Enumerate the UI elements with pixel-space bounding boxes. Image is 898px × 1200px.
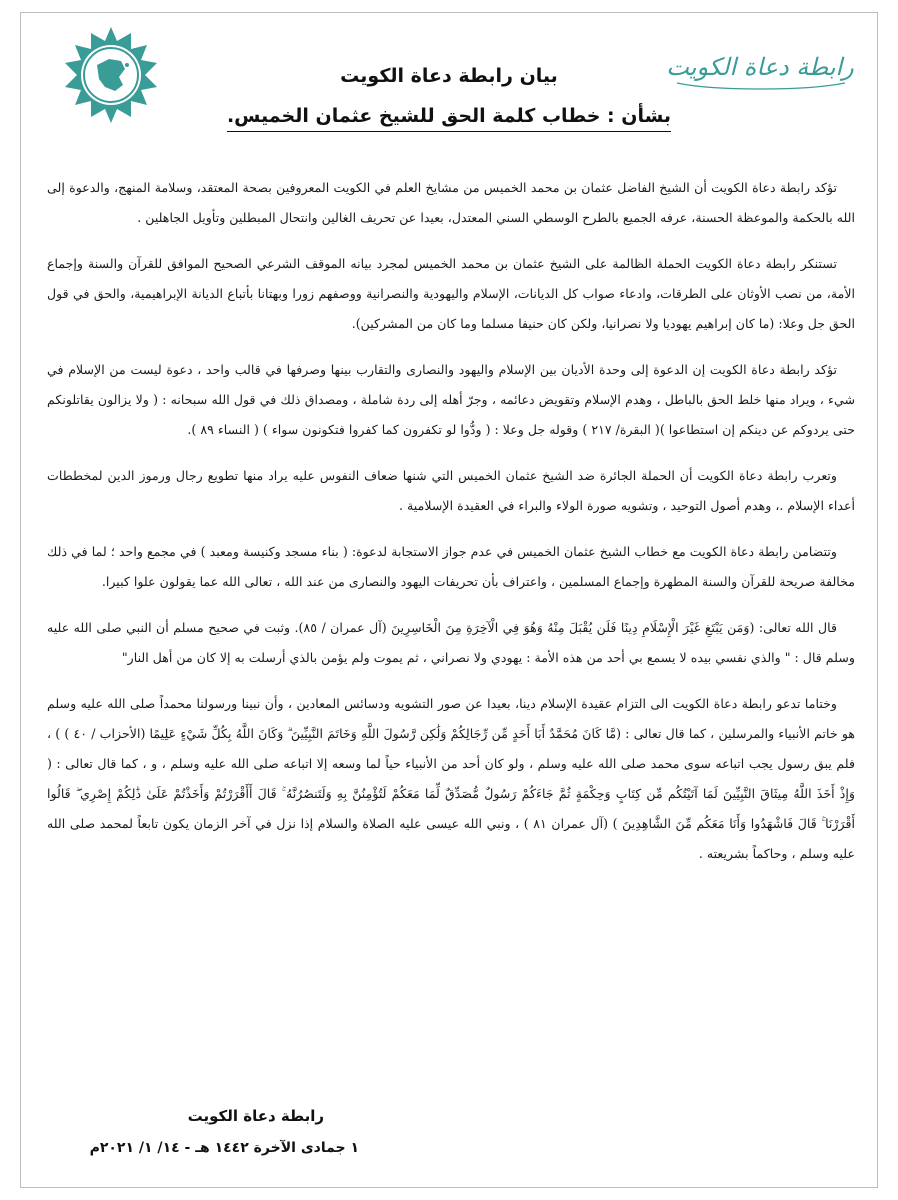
statement-body [47, 173, 855, 885]
paragraph-solidarity: وتتضامن رابطة دعاة الكويت مع خطاب الشيخ عثمان الخميس في عدم جواز الاستجابة لدعوة: ( بناء مسجد وكنيسة ومعبد ) في مجمع واحد ؛ لما في ذلك مخالفة صريحة للقرآن والسنة المطهرة وإجماع المسلمين ، واعتراف بأن تحريفات اليهود والنصارى من عند الله ، تعالى الله عما يقولون علوا كبيرا. [47, 544, 855, 589]
paragraph-campaign-aims: وتعرب رابطة دعاة الكويت أن الحملة الجائرة ضد الشيخ عثمان الخميس التي شنها ضعاف النفوس عليه يراد منها تطويع رجال ورموز الدين لمخططات أعداء الإسلام .، وهدم أصول التوحيد ، وتشويه صورة الولاء والبراء في العقيدة الإسلامية . [47, 468, 855, 513]
document-title: بيان رابطة دعاة الكويت [340, 65, 558, 87]
brand-logo-text: رابطة دعاة الكويت [666, 53, 854, 81]
document-subject: بشأن : خطاب كلمة الحق للشيخ عثمان الخميس. [227, 103, 671, 132]
kuwait-map-emblem-icon [61, 25, 161, 125]
document-heading [181, 63, 717, 132]
document-page [20, 12, 878, 1188]
paragraph-condemn-campaign: تستنكر رابطة دعاة الكويت الحملة الظالمة على الشيخ عثمان بن محمد الخميس لمجرد بيانه الموقف الشرعي الصحيح الموافق للقرآن والسنة وإجماع الأمة، من نصب الأوثان على الطرقات، وادعاء صواب كل الديانات، الإسلام واليهودية والنصرانية ووصفهم زورا وبهتانا بأتباع الديانة الإبراهيمية، والحق في قول الحق جل وعلا: (ما كان إبراهيم يهوديا ولا نصرانيا، ولكن كان حنيفا مسلما وما كان من المشركين). [47, 256, 855, 331]
paragraph-quran-hadith: قال الله تعالى: (وَمَن يَبْتَغِ غَيْرَ الْإِسْلَامِ دِينًا فَلَن يُقْبَلَ مِنْهُ وَهُوَ فِي الْآخِرَةِ مِنَ الْخَاسِرِينَ (آل عمران / ٨٥). وثبت في صحيح مسلم أن النبي صلى الله عليه وسلم قال : " والذي نفسي بيده لا يسمع بي أحد من هذه الأمة : يهودي ولا نصراني ، ثم يموت ولم يؤمن بالذي أرسلت به إلا كان من أهل النار" [47, 620, 855, 665]
paragraph-conclusion: وختاما تدعو رابطة دعاة الكويت الى التزام عقيدة الإسلام دينا، بعيدا عن صور التشويه ودسائس المعادين ، وأن نبينا ورسولنا محمداً صلى الله عليه وسلم هو خاتم الأنبياء والمرسلين ، كما قال تعالى : (مَّا كَانَ مُحَمَّدٌ أَبَا أَحَدٍ مِّن رِّجَالِكُمْ وَلَٰكِن رَّسُولَ اللَّهِ وَخَاتَمَ النَّبِيِّينَ ۗ وَكَانَ اللَّهُ بِكُلِّ شَيْءٍ عَلِيمًا (الأحزاب / ٤٠ ) ) ، فلم يبق رسول يجب اتباعه سوى محمد صلى الله عليه وسلم ، ولو كان أحد من الأنبياء حياً لما وسعه إلا اتباعه صلى الله عليه وسلم ، و ، كما قال تعالى : ( وَإِذْ أَخَذَ اللَّهُ مِيثَاقَ النَّبِيِّينَ لَمَا آتَيْتُكُم مِّن كِتَابٍ وَحِكْمَةٍ ثُمَّ جَاءَكُمْ رَسُولٌ مُّصَدِّقٌ لِّمَا مَعَكُمْ لَتُؤْمِنُنَّ بِهِ وَلَتَنصُرُنَّهُ ۚ قَالَ أَأَقْرَرْتُمْ وَأَخَذْتُمْ عَلَىٰ ذَٰلِكُمْ إِصْرِي ۖ قَالُوا أَقْرَرْنَا ۚ قَالَ فَاشْهَدُوا وَأَنَا مَعَكُم مِّنَ الشَّاهِدِينَ ) (آل عمران ٨١ ) ، ونبي الله عيسى عليه الصلاة والسلام إذا نزل في آخر الزمان يكون تابعاً لمحمد صلى الله عليه وسلم ، وحاكماً بشريعته . [47, 696, 855, 861]
paragraph-scholar-endorsement: تؤكد رابطة دعاة الكويت أن الشيخ الفاضل عثمان بن محمد الخميس من مشايخ العلم في الكويت المعروفين بصحة المعتقد، وسلامة المنهج، والدعوة إلى الله بالحكمة والموعظة الحسنة، عرفه الجميع بالطرح الوسطي السني المعتدل، بعيدا عن تحريف الغالين وانتحال المبطلين وتأويل الجاهلين . [47, 180, 855, 225]
paragraph-unity-of-religions: تؤكد رابطة دعاة الكويت إن الدعوة إلى وحدة الأديان بين الإسلام واليهود والنصارى والتقارب بينها وصرفها في قالب واحد ، دعوة ليست من الإسلام في شيء ، ويراد منها خلط الحق بالباطل ، وهدم الإسلام وتقويض دعائمه ، وجرّ أهله إلى ردة شاملة ، ومصداق ذلك في قول الله سبحانه : ( ولا يزالون يقاتلونكم حتى يردوكم عن دينكم إن استطاعوا )( البقرة/ ٢١٧ ) وقوله جل وعلا : ( ودُّوا لو تكفرون كما كفروا فتكونون سواء ) ( النساء ٨٩ ). [47, 362, 855, 437]
signature-date: ١ جمادى الآخرة ١٤٤٢ هـ - ١٤/ ١/ ٢٠٢١م [89, 1140, 359, 1156]
signature-name: رابطة دعاة الكويت [187, 1107, 324, 1125]
